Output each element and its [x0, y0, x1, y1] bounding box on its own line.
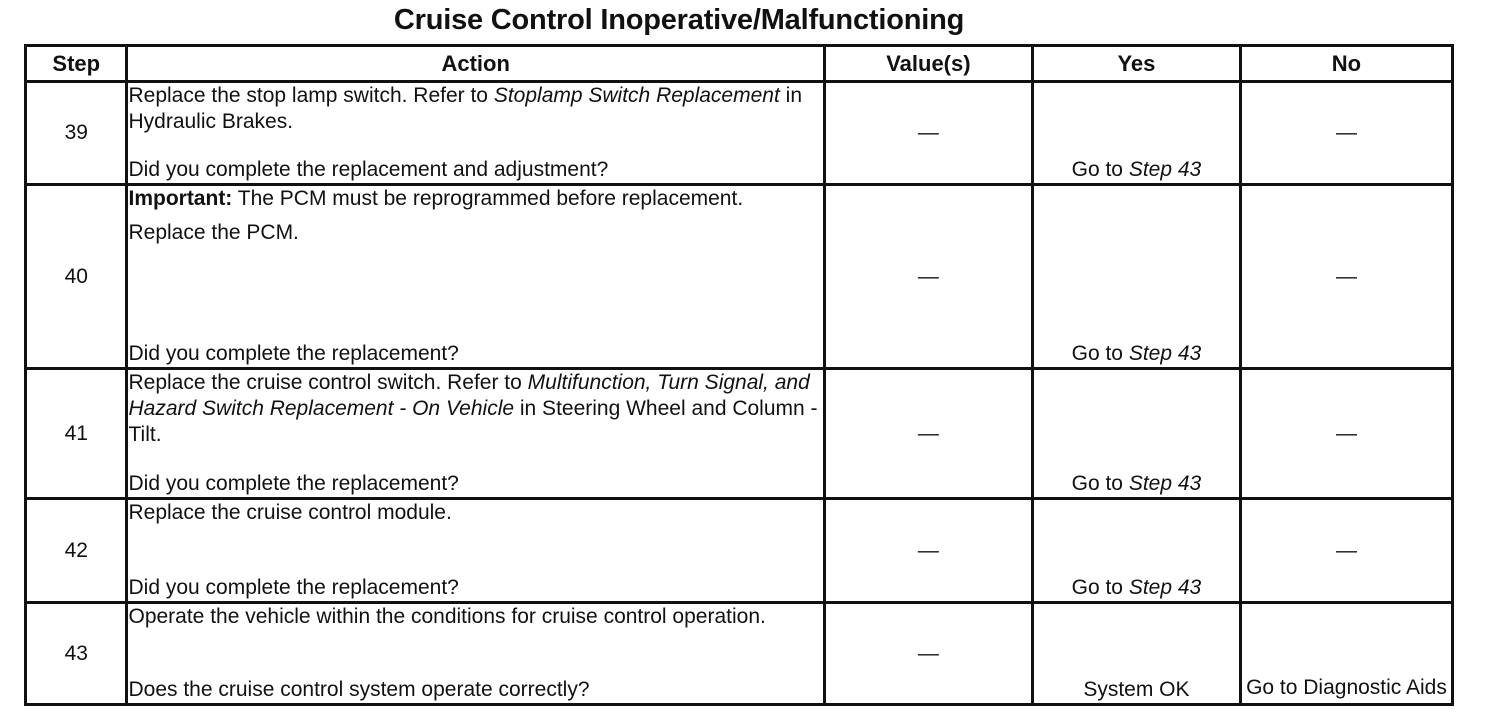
action-text: Replace the PCM.	[128, 221, 299, 244]
value-cell: —	[824, 82, 1032, 185]
action-cell	[127, 185, 824, 369]
action-cell	[127, 499, 824, 603]
step-number: 43	[26, 603, 127, 705]
header-no: No	[1240, 46, 1452, 82]
action-text: Replace the stop lamp switch. Refer to Stoplamp Switch Replacement in Hydraulic Brakes.	[128, 84, 802, 133]
important-label: Important:	[128, 187, 233, 210]
action-question: Did you complete the replacement?	[128, 576, 459, 599]
action-cell	[127, 82, 824, 185]
action-text: Replace the cruise control module.	[128, 501, 452, 524]
reference-link[interactable]: Multifunction, Turn Signal, and Hazard Switch Replacement - On Vehicle	[128, 371, 810, 420]
action-cell	[127, 603, 824, 705]
action-question: Did you complete the replacement?	[128, 472, 459, 495]
value-cell: —	[824, 499, 1032, 603]
header-row	[26, 46, 1453, 82]
diagnostic-table	[24, 44, 1454, 706]
yes-cell[interactable]: Go to Step 43	[1032, 82, 1240, 185]
no-cell: —	[1240, 499, 1452, 603]
action-text: Replace the cruise control switch. Refer to Multifunction, Turn Signal, and Hazard Switch Replacement - On Vehicle in Steering Wheel and Column - Tilt.	[128, 371, 818, 446]
important-note: Important: The PCM must be reprogrammed before replacement.	[128, 187, 744, 210]
action-question: Did you complete the replacement?	[128, 342, 459, 365]
action-cell	[127, 369, 824, 499]
action-text: Operate the vehicle within the conditions for cruise control operation.	[128, 605, 766, 628]
table-row	[26, 369, 1453, 499]
action-question: Does the cruise control system operate correctly?	[128, 678, 590, 701]
yes-cell[interactable]: System OK	[1032, 603, 1240, 705]
yes-cell[interactable]: Go to Step 43	[1032, 185, 1240, 369]
header-action: Action	[127, 46, 824, 82]
no-cell: —	[1240, 82, 1452, 185]
reference-link[interactable]: Stoplamp Switch Replacement	[493, 84, 780, 107]
header-values: Value(s)	[824, 46, 1032, 82]
step-number: 40	[26, 185, 127, 369]
header-yes: Yes	[1032, 46, 1240, 82]
table-row	[26, 82, 1453, 185]
table-row	[26, 185, 1453, 369]
step-number: 41	[26, 369, 127, 499]
step-reference[interactable]: Step 43	[1128, 576, 1202, 599]
yes-cell[interactable]: Go to Step 43	[1032, 499, 1240, 603]
no-cell: —	[1240, 369, 1452, 499]
page-title: Cruise Control Inoperative/Malfunctioning	[393, 4, 965, 36]
no-cell: —	[1240, 185, 1452, 369]
step-number: 39	[26, 82, 127, 185]
value-cell: —	[824, 369, 1032, 499]
step-number: 42	[26, 499, 127, 603]
step-reference[interactable]: Step 43	[1128, 342, 1202, 365]
step-reference[interactable]: Step 43	[1128, 158, 1202, 181]
table-row	[26, 603, 1453, 705]
value-cell: —	[824, 603, 1032, 705]
no-cell[interactable]: Go to Diagnostic Aids	[1240, 603, 1452, 705]
value-cell: —	[824, 185, 1032, 369]
header-step: Step	[26, 46, 127, 82]
step-reference[interactable]: Step 43	[1128, 472, 1202, 495]
table-row	[26, 499, 1453, 603]
action-question: Did you complete the replacement and adjustment?	[128, 158, 609, 181]
yes-cell[interactable]: Go to Step 43	[1032, 369, 1240, 499]
